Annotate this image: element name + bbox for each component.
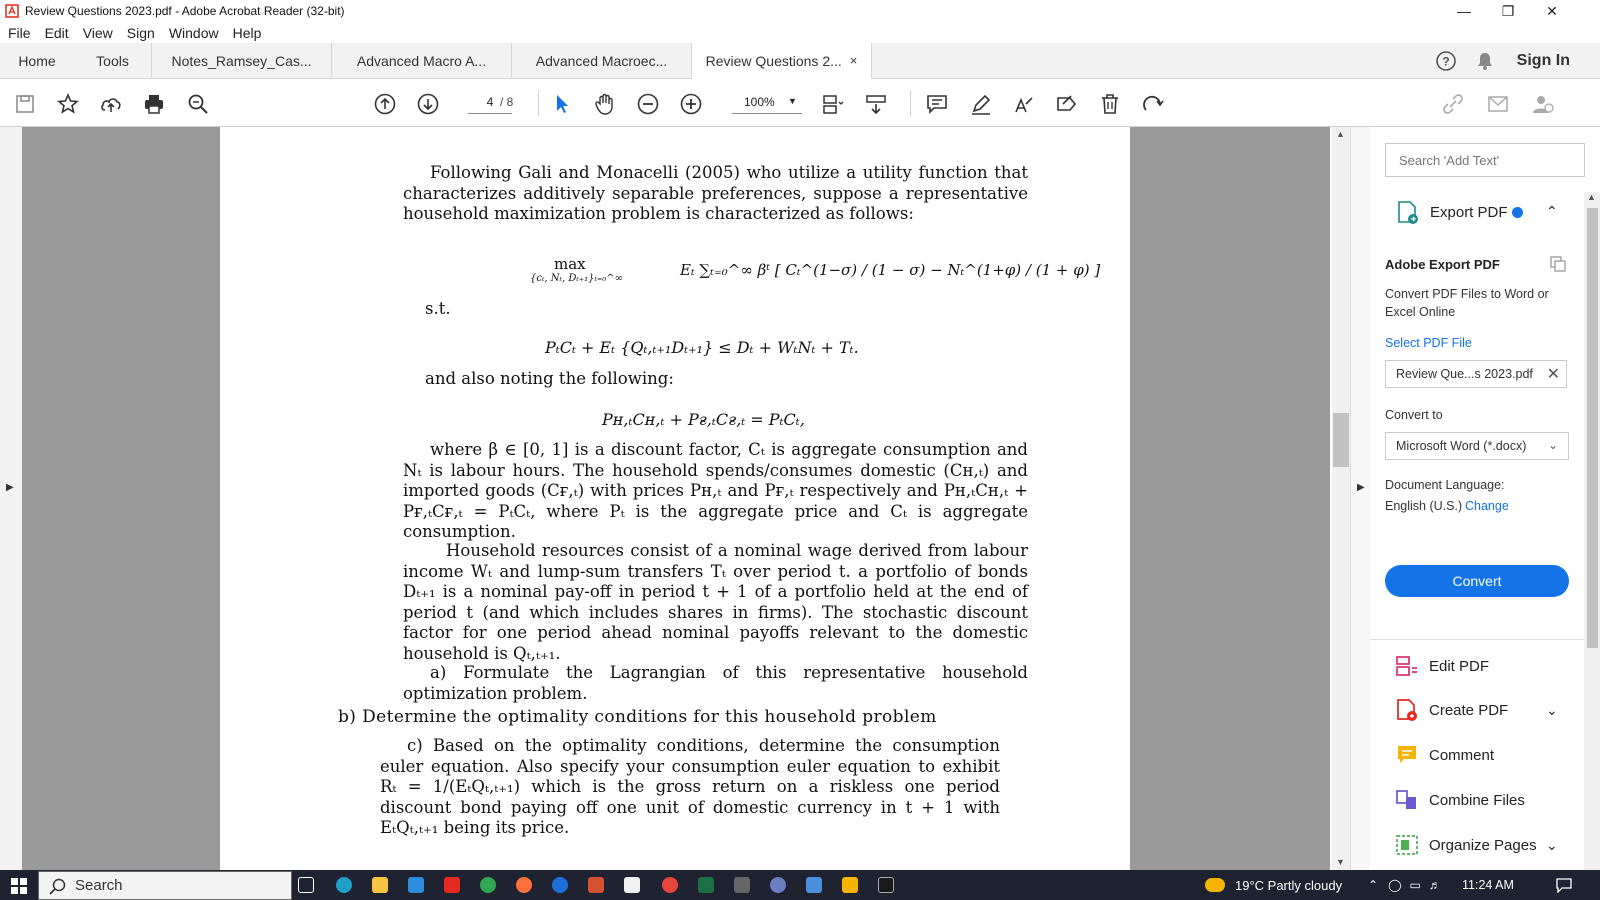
window-title: Review Questions 2023.pdf - Adobe Acrobat Reader (32-bit)	[25, 4, 345, 18]
bell-icon[interactable]	[1475, 51, 1495, 71]
paragraph-resources: Household resources consist of a nominal wage derived from labour income Wₜ and lump-sum transfers Tₜ over period t. a portfolio of bonds Dₜ₊₁ is a nominal pay-off in period t + 1 of a portfolio held at the end of period t (and which includes shares in firms). The stochastic discount factor for one period ahead nominal payoffs relevant to the domestic household is Qₜ,ₜ₊₁.	[403, 541, 1028, 663]
sign-in-link[interactable]: Sign In	[1516, 52, 1570, 69]
chart-app-icon[interactable]	[842, 877, 858, 893]
equation-max-subscript: {cₜ, Nₜ, Dₜ₊₁}ₜ₌₀^∞	[530, 273, 623, 284]
weather-text: 19°C Partly cloudy	[1235, 877, 1343, 893]
panel-scroll-up-icon[interactable]: ▲	[1587, 192, 1596, 202]
question-b: b) Determine the optimality conditions for this household problem	[338, 707, 937, 727]
format-select[interactable]	[1385, 432, 1569, 460]
scroll-up-icon[interactable]: ▲	[1336, 129, 1345, 139]
tools-search-input[interactable]: Search 'Add Text'	[1385, 143, 1585, 177]
tab-home[interactable]: Home	[18, 53, 56, 69]
network-icon[interactable]: ◯	[1388, 878, 1402, 892]
panel-scrollbar-thumb[interactable]	[1587, 208, 1598, 648]
scroll-mode-icon[interactable]	[863, 91, 889, 117]
taskbar-search-label: Search	[75, 877, 123, 894]
minimize-button[interactable]: —	[1457, 3, 1471, 19]
create-pdf-label: Create PDF	[1429, 701, 1509, 719]
highlight-pen-icon[interactable]	[968, 91, 994, 117]
paragraph-noting: and also noting the following:	[425, 369, 674, 388]
tab-bar	[0, 43, 1600, 79]
acrobat-taskbar-icon[interactable]	[444, 877, 460, 893]
tool-edit-pdf[interactable]	[1395, 651, 1489, 681]
export-pdf-label[interactable]: Export PDF	[1430, 204, 1508, 221]
menu-bar	[0, 22, 1600, 43]
firefox-icon[interactable]	[516, 877, 532, 893]
upload-cloud-icon[interactable]	[98, 91, 124, 117]
select-cursor-icon[interactable]	[549, 91, 575, 117]
organize-pages-chevron-icon[interactable]: ⌄	[1546, 837, 1558, 853]
edge-icon[interactable]	[336, 877, 352, 893]
equation-max: max	[554, 255, 586, 273]
clear-file-icon[interactable]: ✕	[1546, 366, 1560, 383]
create-pdf-chevron-icon[interactable]: ⌄	[1546, 702, 1558, 718]
expand-right-icon[interactable]: ▶	[6, 482, 14, 493]
delete-icon[interactable]	[1097, 91, 1123, 117]
user-add-icon[interactable]	[1530, 91, 1556, 117]
excel-icon[interactable]	[698, 877, 714, 893]
tray-chevron-icon[interactable]: ⌃	[1368, 878, 1379, 892]
help-icon[interactable]	[1435, 50, 1457, 72]
next-page-icon[interactable]	[415, 91, 441, 117]
r-app-icon[interactable]	[770, 877, 786, 893]
comment-icon[interactable]	[924, 91, 950, 117]
page-display-icon[interactable]	[820, 91, 846, 117]
equation-budget-constraint: PₜCₜ + Eₜ {Qₜ,ₜ₊₁Dₜ₊₁} ≤ Dₜ + WₜNₜ + Tₜ.	[545, 338, 859, 357]
clock[interactable]: 11:24 AM	[1462, 878, 1514, 892]
convert-description: Convert PDF Files to Word or Excel Online	[1385, 287, 1549, 319]
question-a: a) Formulate the Lagrangian of this representative household optimization problem.	[403, 663, 1028, 703]
organize-pages-label: Organize Pages	[1429, 836, 1537, 854]
toolbar-divider	[910, 90, 911, 116]
menu-help[interactable]: Help	[232, 24, 262, 41]
organize-pages-icon	[1395, 833, 1419, 857]
chevron-down-icon[interactable]: ▼	[788, 96, 797, 106]
format-select-value: Microsoft Word (*.docx)	[1396, 439, 1527, 453]
edit-pdf-icon	[1395, 654, 1419, 678]
star-icon[interactable]	[55, 91, 81, 117]
question-c: c) Based on the optimality conditions, determine the consumption euler equation. Also specify your consumption euler equation to exhibit Rₜ = 1/(EₜQₜ,ₜ₊₁) which is the gross return on a riskless one period discount bond paying off one unit of domestic currency in t + 1 with EₜQₜ,ₜ₊₁ being its price.	[380, 736, 1000, 837]
pdf-page	[220, 127, 1130, 870]
page-number-input[interactable]: 4	[468, 90, 512, 114]
tab-tools[interactable]: Tools	[74, 43, 152, 79]
rotate-icon[interactable]	[1140, 91, 1166, 117]
mail-app-icon[interactable]	[408, 877, 424, 893]
close-window-button[interactable]: ✕	[1546, 2, 1558, 19]
menu-file[interactable]: File	[8, 24, 31, 41]
zoom-level-select[interactable]: 100%	[732, 90, 802, 114]
chrome-icon[interactable]	[662, 877, 678, 893]
bluetooth-icon[interactable]	[552, 877, 568, 893]
collapse-panel-icon[interactable]: ▶	[1357, 482, 1365, 493]
draw-sign-icon[interactable]	[1011, 91, 1037, 117]
tool-comment[interactable]	[1395, 740, 1494, 770]
convert-button[interactable]: Convert	[1385, 565, 1569, 597]
app-blue-icon[interactable]	[806, 877, 822, 893]
tab-close-icon[interactable]: ×	[849, 53, 858, 68]
convert-to-label: Convert to	[1385, 408, 1443, 422]
tab-doc-review-questions[interactable]	[692, 43, 872, 79]
combine-files-icon	[1395, 788, 1419, 812]
info-badge-icon	[1512, 207, 1523, 218]
zoom-in-icon[interactable]	[678, 91, 704, 117]
mail-icon[interactable]	[1485, 91, 1511, 117]
tool-create-pdf[interactable]	[1395, 695, 1508, 725]
app-green-icon[interactable]	[480, 877, 496, 893]
adobe-export-pdf-heading: Adobe Export PDF	[1385, 257, 1500, 272]
battery-icon[interactable]: ▭	[1409, 878, 1421, 892]
previous-page-icon[interactable]	[372, 91, 398, 117]
save-icon[interactable]	[12, 91, 38, 117]
edit-text-icon[interactable]	[1054, 91, 1080, 117]
equation-objective: Eₜ ∑ₜ₌₀^∞ βᵗ [ Cₜ^(1−σ) / (1 − σ) − Nₜ^(1+φ) / (1 + φ) ]	[680, 261, 1101, 279]
menu-view[interactable]: View	[82, 24, 113, 41]
taskbar-search-box[interactable]	[38, 871, 292, 900]
weather-widget[interactable]	[1205, 870, 1342, 900]
document-scrollbar[interactable]	[1332, 127, 1350, 870]
select-pdf-file-link[interactable]: Select PDF File	[1385, 336, 1472, 350]
tool-organize-pages[interactable]	[1395, 830, 1537, 860]
task-view-icon[interactable]	[298, 877, 314, 893]
tab-doc-advanced-macroec[interactable]: Advanced Macroec...	[512, 43, 692, 79]
create-pdf-icon	[1395, 698, 1419, 722]
scroll-down-icon[interactable]: ▼	[1336, 857, 1345, 867]
export-pdf-icon	[1396, 200, 1420, 226]
left-pane-toggle[interactable]	[0, 127, 22, 870]
acrobat-icon	[5, 4, 19, 18]
hand-tool-icon[interactable]	[592, 91, 618, 117]
zoom-out-icon[interactable]	[635, 91, 661, 117]
menu-edit[interactable]: Edit	[44, 24, 69, 41]
change-language-link[interactable]: Change	[1465, 499, 1509, 513]
document-language-label: Document Language:	[1385, 478, 1505, 492]
selected-file-field[interactable]	[1385, 360, 1567, 388]
tool-combine-files[interactable]	[1395, 785, 1525, 815]
windows-start-icon[interactable]	[10, 877, 28, 895]
combine-files-label: Combine Files	[1429, 791, 1525, 809]
tab-doc-notes-ramsey[interactable]: Notes_Ramsey_Cas...	[152, 43, 332, 79]
comment-label: Comment	[1429, 746, 1495, 764]
calculator-icon[interactable]	[734, 877, 750, 893]
menu-sign[interactable]: Sign	[126, 24, 155, 41]
paragraph-definitions: where β ∈ [0, 1] is a discount factor, Cₜ is aggregate consumption and Nₜ is labour hours. The household spends/consumes domestic (Cʜ,ₜ) and imported goods (Cғ,ₜ) with prices Pʜ,ₜ and Pғ,ₜ respectively and Pʜ,ₜCʜ,ₜ + Pғ,ₜCғ,ₜ = PₜCₜ, where Pₜ is the aggregate price and Cₜ is aggregate consumption.	[403, 440, 1028, 541]
comment-tool-icon	[1395, 743, 1419, 767]
weather-icon	[1205, 878, 1225, 892]
selected-file-name: Review Que...s 2023.pdf	[1396, 367, 1533, 381]
find-zoom-icon[interactable]	[185, 91, 211, 117]
title-bar	[0, 0, 1600, 22]
equation-price-index: Pʜ,ₜCʜ,ₜ + Pғ,ₜCғ,ₜ = PₜCₜ,	[602, 410, 805, 429]
copy-icon[interactable]	[1549, 255, 1567, 273]
subject-to-label: s.t.	[425, 299, 451, 318]
right-pane-toggle[interactable]	[1350, 127, 1370, 870]
edit-pdf-label: Edit PDF	[1429, 657, 1490, 675]
notepad-icon[interactable]	[624, 877, 640, 893]
svg-text:?: ?	[1442, 54, 1450, 69]
tab-doc-advanced-macro-a[interactable]: Advanced Macro A...	[332, 43, 512, 79]
notifications-icon[interactable]	[1556, 877, 1572, 893]
restore-button[interactable]: ❐	[1501, 2, 1515, 19]
powerpoint-icon[interactable]	[588, 877, 604, 893]
print-icon[interactable]	[141, 91, 167, 117]
grid-app-icon[interactable]	[878, 877, 894, 893]
collapse-chevron-icon[interactable]: ⌃	[1546, 203, 1558, 219]
toolbar-divider	[538, 90, 539, 116]
chevron-down-icon[interactable]: ⌄	[1547, 438, 1558, 452]
system-tray[interactable]	[1368, 870, 1451, 900]
tab-label: Review Questions 2...	[705, 52, 842, 69]
document-language-value: English (U.S.)	[1385, 499, 1463, 513]
share-link-icon[interactable]	[1440, 91, 1466, 117]
file-explorer-icon[interactable]	[372, 877, 388, 893]
search-icon	[49, 878, 66, 895]
volume-icon[interactable]: ♬	[1428, 878, 1441, 892]
page-total: / 8	[500, 95, 514, 109]
panel-divider	[1370, 639, 1584, 640]
menu-window[interactable]: Window	[168, 24, 219, 41]
document-scrollbar-thumb[interactable]	[1333, 413, 1349, 467]
paragraph-intro: Following Gali and Monacelli (2005) who utilize a utility function that characterizes additively separable preferences, suppose a representative household maximization problem is characterized as follows:	[403, 163, 1028, 223]
